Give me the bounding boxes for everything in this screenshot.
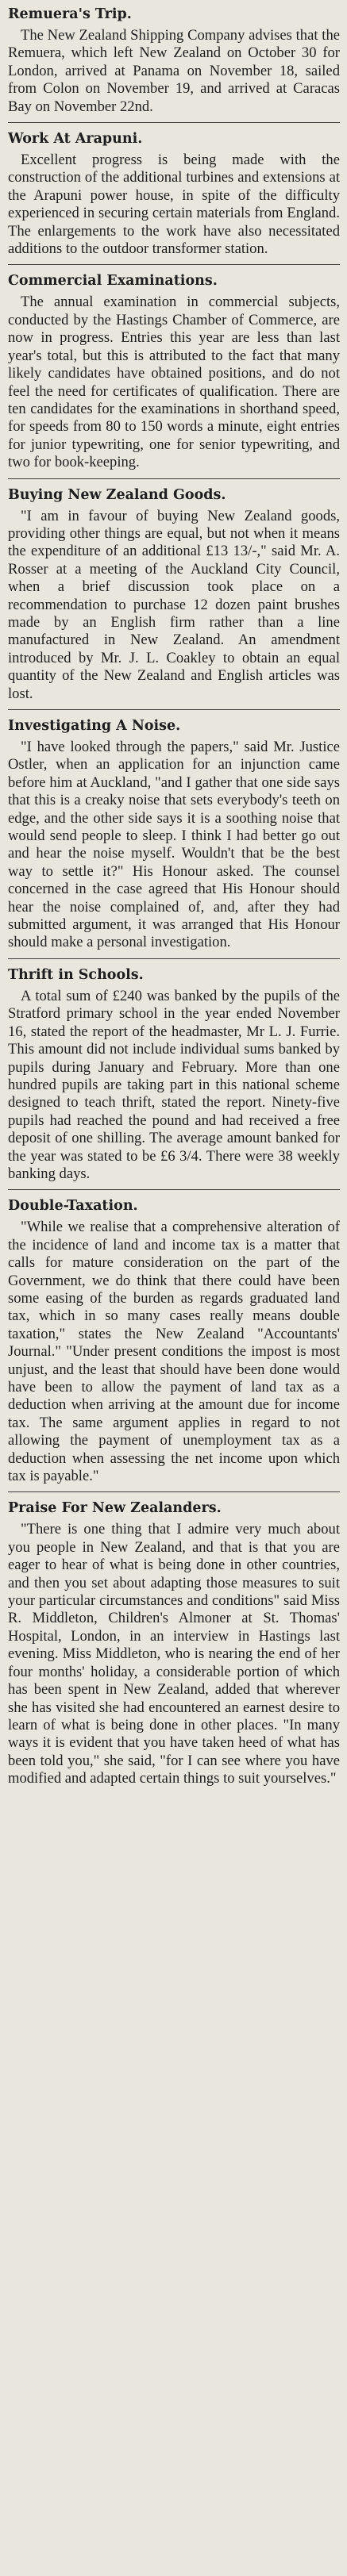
article-body: The annual examination in commercial subjects, conducted by the Hastings Chamber of Commerce, are now in progress. Entries this year are less than last year's total, but this is attributed to the fact that many likely candidates have obtained positions, and do not feel the need for certificates of qualification. There are ten candidates for the examinations in shorthand speed, for speeds from 80 to 150 words a minute, eight entries for junior typewriting, one for senior typewriting, and two for book-keeping. (8, 294, 340, 471)
article-investigating-a-noise (8, 716, 340, 952)
article-work-at-arapuni (8, 129, 340, 258)
article-headline: Double-Taxation. (8, 1198, 138, 1215)
article-divider (8, 958, 340, 959)
article-divider (8, 478, 340, 479)
article-headline: Remuera's Trip. (8, 6, 132, 22)
article-headline: Commercial Examinations. (8, 273, 218, 290)
article-body: "There is one thing that I admire very much about you people in New Zealand, and that is that you are eager to hear of what is being done in other countries, and then you set about adapting those measures to suit your particular circumstances and conditions" said Miss R. Middleton, Children's Almoner at St. Thomas' Hospital, London, in an interview in Hastings last evening. Miss Middleton, who is nearing the end of her four months' holiday, a considerable portion of which has been spent in New Zealand, added that wherever she has visited she had encountered an earnest desire to learn of what is being done in other places. "In many ways it is evident that you have taken heed of what has been told you," she said, "for I can see where you have modified and adapted certain things to suit yourselves." (8, 1521, 340, 1787)
article-divider (8, 1189, 340, 1190)
article-body: "I have looked through the papers," said Mr. Justice Ostler, when an application for an injunction came before him at Auckland, "and I gather that one side says that this is a creaky noise that sets everybody's teeth on edge, and the other side says it is a soothing noise that would send people to sleep. I think I had better go out and hear the noise myself. Wouldn't that be the best way to settle it?" His Honour asked. The counsel concerned in the case agreed that His Honour should hear the noise complained of, and, after they had submitted argument, it was arranged that His Honour should make a personal investigation. (8, 739, 340, 951)
article-praise-for-new-zealanders (8, 1499, 340, 1787)
article-body: "I am in favour of buying New Zealand goods, providing other things are equal, but not when it means the expenditure of an additional £13 13/-," said Mr. A. Rosser at a meeting of the Auckland City Council, when a brief discussion took place on a recommendation to purchase 12 dozen paint brushes made by an English firm rather than a line manufactured in New Zealand. An amendment introduced by Mr. J. L. Coakley to obtain an equal quantity of the New Zealand and English articles was lost. (8, 507, 340, 702)
article-buying-new-zealand-goods (8, 486, 340, 703)
article-headline: Buying New Zealand Goods. (8, 486, 226, 503)
article-headline: Work At Arapuni. (8, 131, 143, 148)
article-headline: Investigating A Noise. (8, 718, 181, 734)
article-divider (8, 264, 340, 265)
article-remueras-trip (8, 5, 340, 116)
article-commercial-examinations (8, 271, 340, 471)
article-thrift-in-schools (8, 966, 340, 1183)
article-body: The New Zealand Shipping Company advises that the Remuera, which left New Zealand on October 30 for London, arrived at Panama on November 18, sailed from Colon on November 19, and arrived at Caracas Bay on November 22nd. (8, 27, 340, 115)
article-divider (8, 709, 340, 710)
article-headline: Praise For New Zealanders. (8, 1500, 222, 1517)
article-body: "While we realise that a comprehensive alteration of the incidence of land and income tax is a matter that calls for mature consideration on the part of the Government, we do think that there could have been some easing of the burden as regards graduated land tax, which in so many cases really means double taxation," states the New Zealand "Accountants' Journal." "Under present conditions the impost is most unjust, and the least that should have been done would have been to allow the payment of land tax as a deduction when arriving at the amount due for income tax. The same argument applies in regard to not allowing the payment of unemployment tax as a deduction when assessing the net income upon which tax is payable." (8, 1219, 340, 1485)
article-body: A total sum of £240 was banked by the pupils of the Stratford primary school in the year ended November 16, stated the report of the headmaster, Mr L. J. Furrie. This amount did not include individual sums banked by pupils during January and February. More than one hundred pupils are taking part in this national scheme designed to teach thrift, stated the report. Ninety-five pupils had reached the pound and had received a free deposit of one shilling. The average amount banked for the year was stated to be £6 3/4. There were 38 weekly banking days. (8, 987, 340, 1182)
article-divider (8, 1491, 340, 1492)
article-divider (8, 122, 340, 123)
article-body: Excellent progress is being made with the construction of the additional turbines and extensions at the Arapuni power house, in spite of the difficulty experienced in securing certain materials from England. The enlargements to the work have also necessitated additions to the outdoor transformer station. (8, 152, 340, 258)
article-double-taxation (8, 1196, 340, 1485)
article-headline: Thrift in Schools. (8, 966, 144, 983)
